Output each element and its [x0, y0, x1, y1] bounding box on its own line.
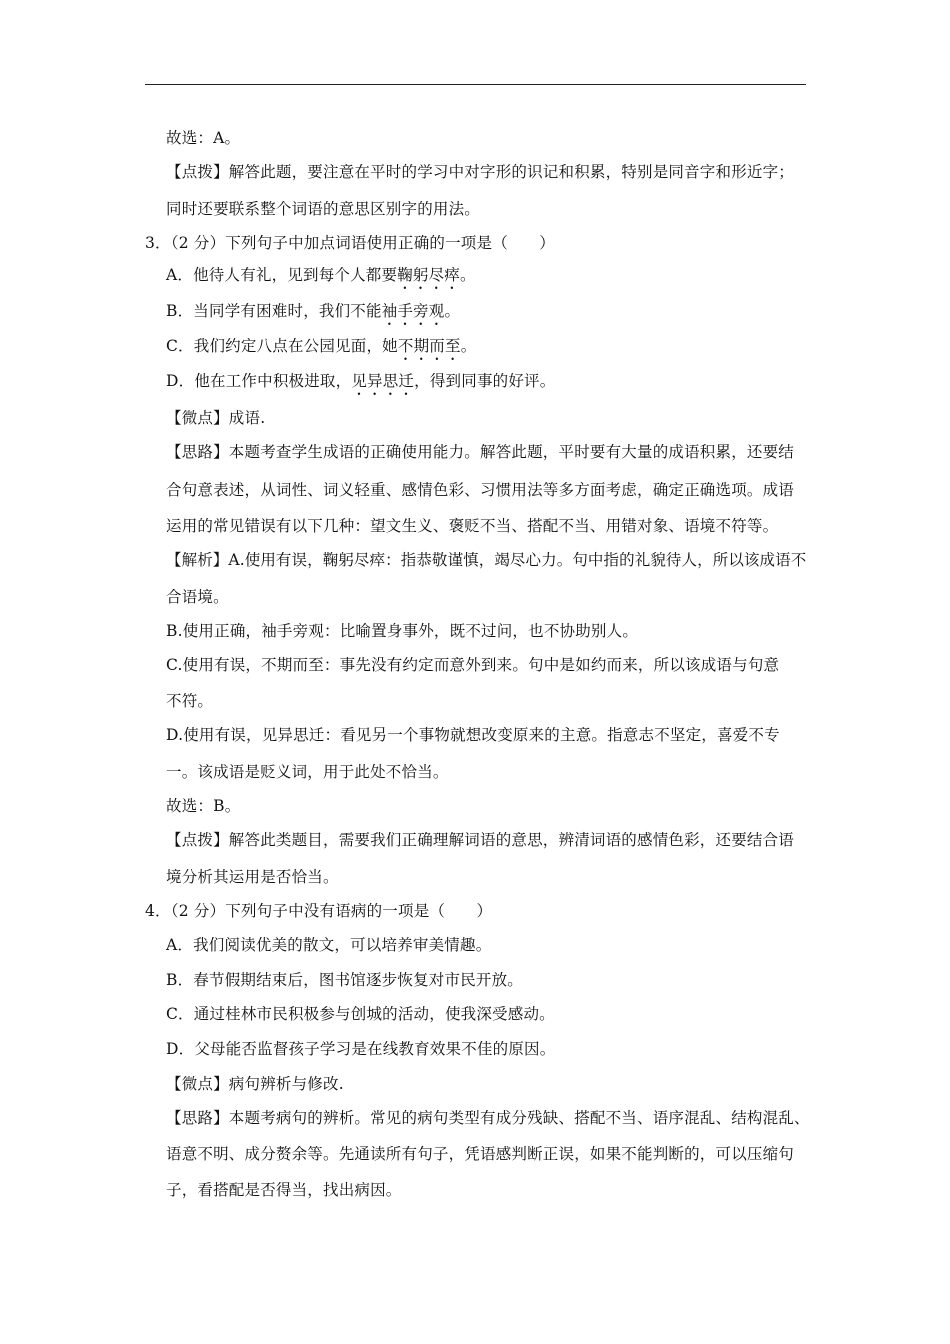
q3-option-a-dotted-word: 鞠躬尽瘁 [397, 266, 461, 284]
q3-tip-line-2: 境分析其运用是否恰当。 [166, 868, 339, 886]
q3-idea-line-2: 合句意表述，从词性、词义轻重、感情色彩、习惯用法等多方面考虑，确定正确选项。成语 [166, 481, 795, 499]
prev-tip-line-1: 【点拨】解答此题，要注意在平时的学习中对字形的识记和积累，特别是同音字和形近字； [166, 163, 795, 181]
q4-point: 【微点】病句辨析与修改. [166, 1075, 344, 1093]
q3-analysis-line-7: 一。该成语是贬义词，用于此处不恰当。 [166, 763, 449, 781]
q3-answer: 故选：B。 [166, 797, 241, 815]
q3-idea-line-1: 【思路】本题考查学生成语的正确使用能力。解答此题，平时要有大量的成语积累，还要结 [166, 443, 795, 461]
q3-option-b-end: 。 [444, 302, 461, 320]
q3-option-d-text: D．他在工作中积极进取， [166, 372, 352, 390]
q3-analysis-line-3: B.使用正确，袖手旁观：比喻置身事外，既不过问，也不协助别人。 [166, 622, 639, 640]
q3-option-c-dotted-word: 不期而至 [397, 337, 461, 355]
q4-idea-line-1: 【思路】本题考病句的辨析。常见的病句类型有成分残缺、搭配不当、语序混乱、结构混乱、 [166, 1109, 810, 1127]
q4-idea-line-3: 子，看搭配是否得当，找出病因。 [166, 1181, 402, 1199]
q3-option-c [166, 336, 476, 364]
q3-point: 【微点】成语. [166, 409, 266, 427]
q3-option-d-end: ，得到同事的好评。 [414, 372, 556, 390]
q4-option-c: C．通过桂林市民积极参与创城的活动，使我深受感动。 [166, 1005, 555, 1023]
q3-analysis-line-2: 合语境。 [166, 588, 229, 606]
q3-option-a-end: 。 [460, 266, 476, 284]
q3-option-b [166, 301, 460, 329]
q4-stem: 4．（2 分）下列句子中没有语病的一项是（ ） [145, 902, 493, 920]
q3-tip-line-1: 【点拨】解答此类题目，需要我们正确理解词语的意思，辨清词语的感情色彩，还要结合语 [166, 831, 795, 849]
q3-option-c-end: 。 [460, 337, 477, 355]
q4-option-a: A．我们阅读优美的散文，可以培养审美情趣。 [166, 936, 492, 954]
q3-stem: 3．（2 分）下列句子中加点词语使用正确的一项是（ ） [145, 234, 556, 252]
q3-option-a-text: A．他待人有礼，见到每个人都要 [166, 266, 398, 284]
q3-analysis-line-1: 【解析】A.使用有误，鞠躬尽瘁：指恭敬谨慎，竭尽心力。句中指的礼貌待人，所以该成语不 [166, 551, 807, 569]
q3-option-d [166, 371, 555, 399]
header-rule [145, 84, 806, 85]
q4-idea-line-2: 语意不明、成分赘余等。先通读所有句子，凭语感判断正误，如果不能判断的，可以压缩句 [166, 1145, 795, 1163]
q4-option-d: D．父母能否监督孩子学习是在线教育效果不佳的原因。 [166, 1040, 556, 1058]
q3-analysis-line-6: D.使用有误，见异思迁：看见另一个事物就想改变原来的主意。指意志不坚定，喜爱不专 [166, 726, 780, 744]
q3-idea-line-3: 运用的常见错误有以下几种：望文生义、褒贬不当、搭配不当、用错对象、语境不符等。 [166, 517, 779, 535]
q3-option-c-text: C．我们约定八点在公园见面，她 [166, 337, 398, 355]
q3-option-b-dotted-word: 袖手旁观 [381, 302, 445, 320]
prev-tip-line-2: 同时还要联系整个词语的意思区别字的用法。 [166, 200, 481, 218]
q3-option-a [166, 265, 476, 293]
q3-analysis-line-4: C.使用有误，不期而至：事先没有约定而意外到来。句中是如约而来，所以该成语与句意 [166, 656, 780, 674]
q4-option-b: B．春节假期结束后，图书馆逐步恢复对市民开放。 [166, 971, 523, 989]
q3-option-d-dotted-word: 见异思迁 [351, 372, 415, 390]
prev-answer: 故选：A。 [166, 129, 241, 147]
q3-option-b-text: B．当同学有困难时，我们不能 [166, 302, 382, 320]
q3-analysis-line-5: 不符。 [166, 692, 214, 710]
